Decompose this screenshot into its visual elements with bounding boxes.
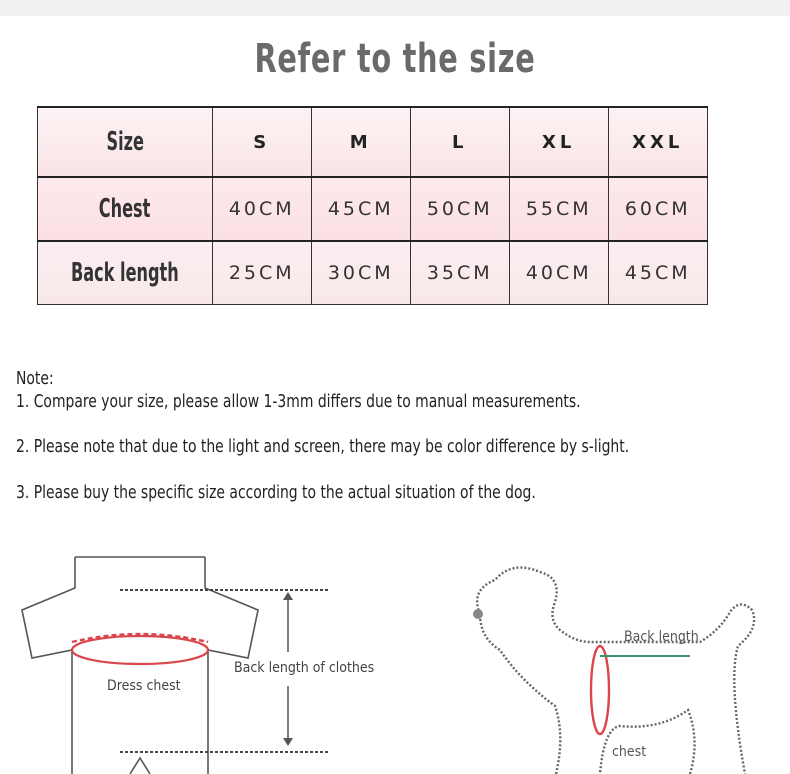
chest-xxl-cell: 60CM bbox=[608, 177, 707, 241]
size-header-row bbox=[38, 107, 708, 177]
back-xl-cell: 40CM bbox=[509, 241, 608, 305]
dog-chest-label: chest bbox=[612, 744, 647, 760]
size-xxl-header: XXL bbox=[608, 107, 707, 177]
note-item-3: 3. Please buy the specific size according to the actual situation of the dog. bbox=[16, 482, 536, 503]
measurement-diagrams bbox=[0, 530, 790, 774]
chest-xl-cell: 55CM bbox=[509, 177, 608, 241]
back-m-cell: 30CM bbox=[311, 241, 410, 305]
chest-s-cell: 40CM bbox=[212, 177, 311, 241]
arrow-up-head bbox=[283, 592, 293, 600]
size-m-header: M bbox=[311, 107, 410, 177]
dress-chest-ring bbox=[72, 636, 208, 664]
dog-back-length-label: Back length bbox=[624, 629, 699, 645]
back-s-cell: 25CM bbox=[212, 241, 311, 305]
size-s-header: S bbox=[212, 107, 311, 177]
back-l-cell: 35CM bbox=[410, 241, 509, 305]
size-table bbox=[37, 106, 708, 305]
chest-row-label: Chest bbox=[38, 177, 213, 241]
dog-nose bbox=[473, 609, 483, 619]
clothes-diagram bbox=[22, 557, 374, 774]
clothes-leg-gap bbox=[130, 758, 150, 774]
dog-chest-ring bbox=[591, 646, 609, 734]
page-title: Refer to the size bbox=[254, 36, 536, 82]
note-item-2: 2. Please note that due to the light and screen, there may be color difference by s-light. bbox=[16, 436, 630, 457]
size-row-header: Size bbox=[38, 107, 213, 177]
dress-chest-label: Dress chest bbox=[107, 678, 181, 694]
chest-m-cell: 45CM bbox=[311, 177, 410, 241]
back-length-row-label: Back length bbox=[38, 241, 213, 305]
size-l-header: L bbox=[410, 107, 509, 177]
note-item-1: 1. Compare your size, please allow 1-3mm differs due to manual measurements. bbox=[16, 391, 581, 412]
dog-diagram bbox=[473, 568, 754, 774]
back-length-row bbox=[38, 241, 708, 305]
notes-heading: Note: bbox=[16, 368, 54, 389]
back-xxl-cell: 45CM bbox=[608, 241, 707, 305]
chest-l-cell: 50CM bbox=[410, 177, 509, 241]
size-xl-header: XL bbox=[509, 107, 608, 177]
top-band bbox=[0, 0, 790, 16]
arrow-down-head bbox=[283, 738, 293, 746]
chest-row bbox=[38, 177, 708, 241]
back-length-of-clothes-label: Back length of clothes bbox=[234, 660, 375, 676]
